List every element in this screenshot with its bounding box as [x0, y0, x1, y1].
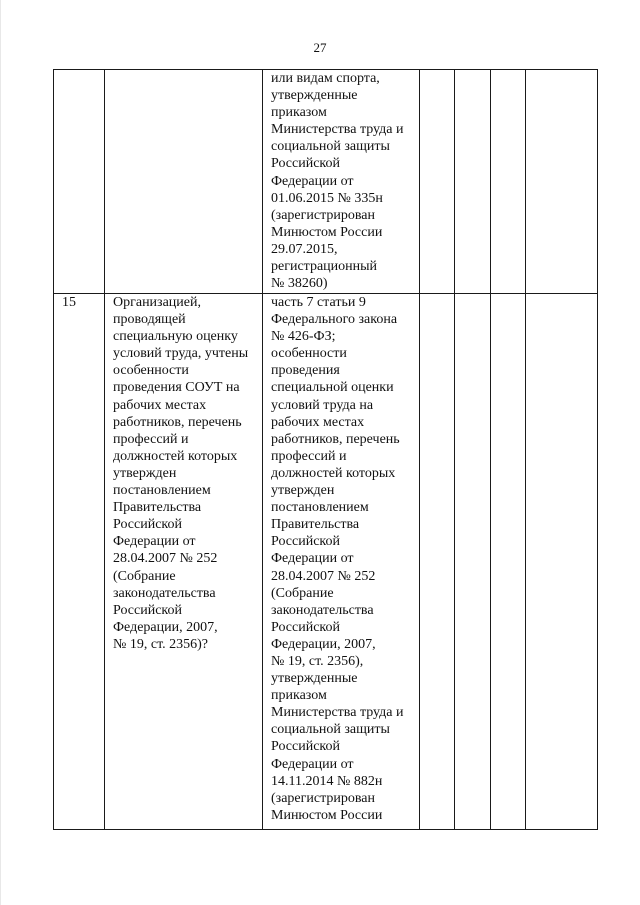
answer-na-cell	[491, 70, 526, 294]
answer-no-cell	[455, 294, 491, 830]
question-cell	[105, 70, 263, 294]
question-cell: Организацией, проводящей специальную оценку условий труда, учтены особенности проведения СОУТ на рабочих местах работников, перечень профессий и должностей которых утвержден постановлением Правительства Российской Федерации от 28.04.2007 № 252 (Собрание законодательства Российской Федерации, 2007, № 19, ст. 2356)?	[105, 294, 263, 830]
page-number: 27	[313, 40, 327, 55]
table-row	[54, 70, 598, 294]
checklist-table	[53, 69, 598, 830]
answer-na-cell	[491, 294, 526, 830]
row-number-cell: 15	[54, 294, 105, 830]
requirement-cell: или видам спорта, утвержденные приказом Министерства труда и социальной защиты Российской Федерации от 01.06.2015 № 335н (зарегистрирован Минюстом России 29.07.2015, регистрационный № 38260)	[263, 70, 420, 294]
answer-no-cell	[455, 70, 491, 294]
notes-cell	[526, 294, 598, 830]
requirement-cell: часть 7 статьи 9 Федерального закона № 426-ФЗ; особенности проведения специальной оценки условий труда на рабочих местах работников, перечень профессий и должностей которых утвержден постановлением Правительства Российской Федерации от 28.04.2007 № 252 (Собрание законодательства Российской Федерации, 2007, № 19, ст. 2356), утвержденные приказом Министерства труда и социальной защиты Российской Федерации от 14.11.2014 № 882н (зарегистрирован Минюстом России	[263, 294, 420, 830]
table-row	[54, 294, 598, 830]
scan-edge	[0, 0, 1, 905]
notes-cell	[526, 70, 598, 294]
row-number-cell	[54, 70, 105, 294]
answer-yes-cell	[420, 294, 455, 830]
answer-yes-cell	[420, 70, 455, 294]
